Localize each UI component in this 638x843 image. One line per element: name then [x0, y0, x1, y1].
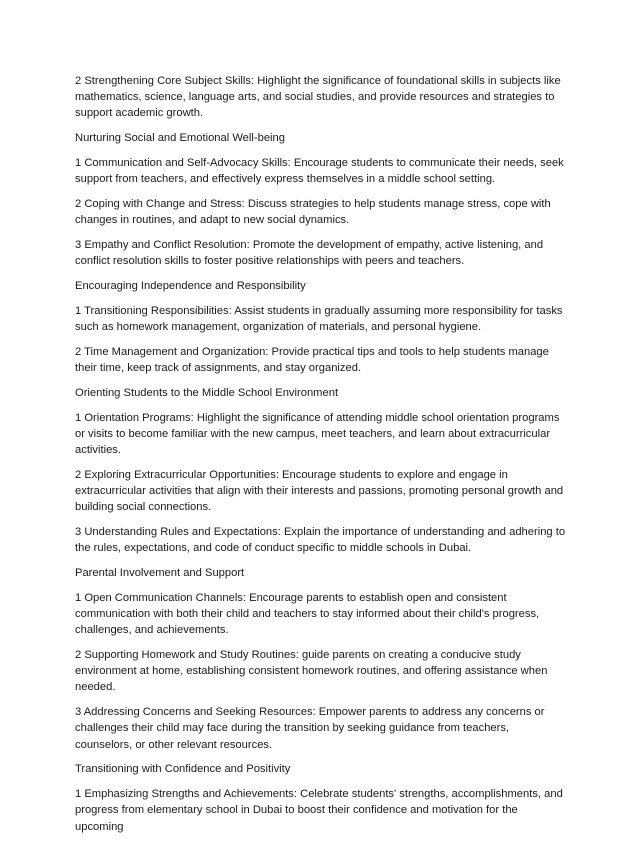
- paragraph-extracurricular: 2 Exploring Extracurricular Opportunities: Encourage students to explore and engage in extracurricular activities that align with their interests and passions, promoting personal growth and building social connections.: [75, 468, 564, 514]
- section-heading-orienting: Orienting Students to the Middle School Environment: [75, 386, 339, 399]
- paragraph-core-subject-skills: 2 Strengthening Core Subject Skills: Highlight the significance of foundational skills in subjects like mathematics, science, language arts, and social studies, and provide resources and strategies to support academic growth.: [75, 75, 561, 120]
- document-page: [75, 73, 567, 843]
- paragraph-coping-change-stress: 2 Coping with Change and Stress: Discuss strategies to help students manage stress, cope with changes in routines, and adapt to new social dynamics.: [75, 198, 551, 227]
- section-heading-parental: Parental Involvement and Support: [75, 567, 245, 579]
- paragraph-addressing-concerns: 3 Addressing Concerns and Seeking Resources: Empower parents to address any concerns or challenges their child may face during the transition by seeking guidance from teachers, counselors, or other relevant resources.: [75, 706, 545, 751]
- section-heading-independence: Encouraging Independence and Responsibility: [75, 280, 306, 292]
- paragraph-transitioning-responsibilities: 1 Transitioning Responsibilities: Assist students in gradually assuming more responsibility for tasks such as homework management, organization of materials, and personal hygiene.: [75, 304, 563, 333]
- paragraph-empathy-conflict: 3 Empathy and Conflict Resolution: Promote the development of empathy, active listening, and conflict resolution skills to foster positive relationships with peers and teachers.: [75, 239, 544, 268]
- section-heading-social-emotional: Nurturing Social and Emotional Well-being: [75, 132, 285, 145]
- section-heading-confidence: Transitioning with Confidence and Positivity: [75, 763, 291, 776]
- paragraph-time-management: 2 Time Management and Organization: Provide practical tips and tools to help students manage their time, keep track of assignments, and stay organized.: [75, 345, 549, 374]
- paragraph-homework-routines: 2 Supporting Homework and Study Routines: guide parents on creating a conducive study environment at home, establishing consistent homework routines, and offering assistance when needed.: [75, 649, 548, 694]
- paragraph-communication-self-advocacy: 1 Communication and Self-Advocacy Skills: Encourage students to communicate their needs, seek support from teachers, and effectively express themselves in a middle school setting.: [75, 157, 564, 186]
- paragraph-strengths-achievements: 1 Emphasizing Strengths and Achievements: Celebrate students' strengths, accomplishments, and progress from elementary school in Dubai to boost their confidence and motivation for the upcoming: [75, 788, 563, 833]
- paragraph-orientation-programs: 1 Orientation Programs: Highlight the significance of attending middle school orientation programs or visits to become familiar with the new campus, meet teachers, and learn about extracurricular activities.: [75, 411, 560, 456]
- paragraph-rules-expectations: 3 Understanding Rules and Expectations: Explain the importance of understanding and adhering to the rules, expectations, and code of conduct specific to middle schools in Dubai.: [75, 526, 566, 555]
- paragraph-open-communication: 1 Open Communication Channels: Encourage parents to establish open and consistent communication with both their child and teachers to stay informed about their child's progress, challenges, and achievements.: [75, 591, 540, 637]
